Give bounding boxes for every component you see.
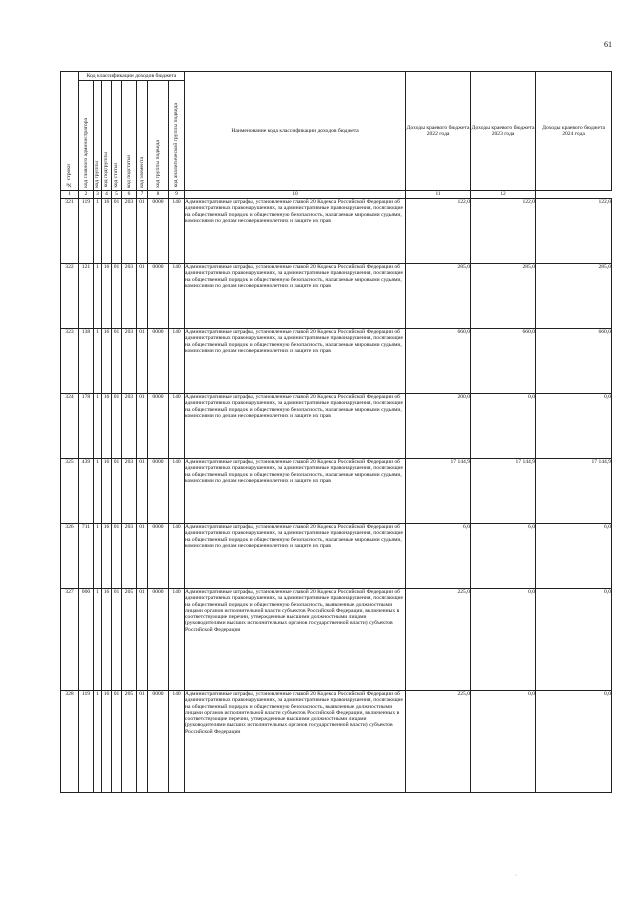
- analytic-group-code: 140: [169, 524, 185, 589]
- income-2022-header: Доходы краевого бюджета 2022 года: [406, 72, 471, 191]
- subarticle-code: 203: [122, 524, 137, 589]
- table-row: [61, 329, 612, 394]
- column-number: 5: [112, 191, 122, 199]
- income-2024-value: 6,0: [536, 524, 612, 589]
- subtype-group-code: 0000: [148, 691, 169, 793]
- column-number: 10: [185, 191, 406, 199]
- row-number: 326: [61, 524, 79, 589]
- income-name: Административные штрафы, установленные главой 20 Кодекса Российской Федерации об административных правонарушениях, за административные правонарушения, посягающие на общественный порядок и общественную безопасность, налагаемые мировыми судьями, комиссиями по делам несовершеннолетних и защите их прав: [185, 329, 406, 394]
- row-number-header: № строки: [61, 72, 79, 191]
- group-code: 1: [94, 264, 102, 329]
- subtype-group-code: 0000: [148, 264, 169, 329]
- column-number: 2: [79, 191, 94, 199]
- subtype-group-code: 0000: [148, 459, 169, 524]
- income-2022-value: 660,0: [406, 329, 471, 394]
- subgroup-code: 16: [102, 329, 112, 394]
- income-2022-value: 122,0: [406, 199, 471, 264]
- article-code: 01: [112, 589, 122, 691]
- article-code: 01: [112, 264, 122, 329]
- income-2022-value: 200,0: [406, 394, 471, 459]
- analytic-group-code: 140: [169, 459, 185, 524]
- subarticle-code: 203: [122, 329, 137, 394]
- subarticle-code: 205: [122, 589, 137, 691]
- income-name: Административные штрафы, установленные главой 20 Кодекса Российской Федерации об административных правонарушениях, за административные правонарушения, посягающие на общественный порядок и общественную безопасность, выявленные должностными лицами органов исполнительной власти субъектов Российской Федерации, включенных в соответствующие перечни, утвержденные высшими должностными лицами (руководителями высших исполнительных органов государственной власти) субъектов Российской Федерации: [185, 589, 406, 691]
- group-code: 1: [94, 329, 102, 394]
- group-code: 1: [94, 199, 102, 264]
- table-row: [61, 459, 612, 524]
- row-number: 321: [61, 199, 79, 264]
- header-element-code: код элемента: [137, 81, 148, 191]
- page-number: 61: [604, 40, 612, 49]
- header-article-code: код статьи: [112, 81, 122, 191]
- income-2023-value: 660,0: [471, 329, 536, 394]
- subarticle-code: 203: [122, 264, 137, 329]
- income-2024-header: Доходы краевого бюджета 2024 года: [536, 72, 612, 191]
- income-2024-value: 0,0: [536, 589, 612, 691]
- subgroup-code: 16: [102, 524, 112, 589]
- income-name: Административные штрафы, установленные главой 20 Кодекса Российской Федерации об административных правонарушениях, за административные правонарушения, посягающие на общественный порядок и общественную безопасность, налагаемые мировыми судьями, комиссиями по делам несовершеннолетних и защите их прав: [185, 394, 406, 459]
- group-code: 1: [94, 459, 102, 524]
- income-2022-value: 6,0: [406, 524, 471, 589]
- element-code: 01: [137, 199, 148, 264]
- subarticle-code: 203: [122, 394, 137, 459]
- group-code: 1: [94, 524, 102, 589]
- subgroup-code: 16: [102, 264, 112, 329]
- subgroup-code: 16: [102, 691, 112, 793]
- table-row: [61, 264, 612, 329]
- income-2022-value: 225,0: [406, 589, 471, 691]
- admin-code: 439: [79, 459, 94, 524]
- income-2024-value: 660,0: [536, 329, 612, 394]
- element-code: 01: [137, 691, 148, 793]
- income-2023-value: 6,0: [471, 524, 536, 589]
- analytic-group-code: 140: [169, 691, 185, 793]
- analytic-group-code: 140: [169, 199, 185, 264]
- column-number: 12: [471, 191, 536, 199]
- analytic-group-code: 140: [169, 589, 185, 691]
- subarticle-code: 205: [122, 691, 137, 793]
- income-name: Административные штрафы, установленные главой 20 Кодекса Российской Федерации об административных правонарушениях, за административные правонарушения, посягающие на общественный порядок и общественную безопасность, налагаемые мировыми судьями, комиссиями по делам несовершеннолетних и защите их прав: [185, 459, 406, 524]
- subgroup-code: 16: [102, 459, 112, 524]
- header-analytic-group-code: код аналитической группы подвида: [169, 81, 185, 191]
- row-number: 323: [61, 329, 79, 394]
- group-code: 1: [94, 691, 102, 793]
- column-number: 11: [406, 191, 471, 199]
- income-2023-value: 122,0: [471, 199, 536, 264]
- column-number: 7: [137, 191, 148, 199]
- analytic-group-code: 140: [169, 394, 185, 459]
- income-name: Административные штрафы, установленные главой 20 Кодекса Российской Федерации об административных правонарушениях, за административные правонарушения, посягающие на общественный порядок и общественную безопасность, налагаемые мировыми судьями, комиссиями по делам несовершеннолетних и защите их прав: [185, 264, 406, 329]
- column-number: 8: [148, 191, 169, 199]
- subarticle-code: 203: [122, 459, 137, 524]
- subtype-group-code: 0000: [148, 589, 169, 691]
- group-code: 1: [94, 589, 102, 691]
- admin-code: 121: [79, 264, 94, 329]
- header-subgroup-code: код подгруппы: [102, 81, 112, 191]
- element-code: 01: [137, 524, 148, 589]
- element-code: 01: [137, 264, 148, 329]
- article-code: 01: [112, 691, 122, 793]
- article-code: 01: [112, 199, 122, 264]
- article-code: 01: [112, 329, 122, 394]
- subgroup-code: 16: [102, 199, 112, 264]
- income-name: Административные штрафы, установленные главой 20 Кодекса Российской Федерации об административных правонарушениях, за административные правонарушения, посягающие на общественный порядок и общественную безопасность, налагаемые мировыми судьями, комиссиями по делам несовершеннолетних и защите их прав: [185, 199, 406, 264]
- article-code: 01: [112, 459, 122, 524]
- income-2024-value: 285,0: [536, 264, 612, 329]
- income-2023-value: 17 144,9: [471, 459, 536, 524]
- subtype-group-code: 0000: [148, 394, 169, 459]
- subtype-group-code: 0000: [148, 329, 169, 394]
- income-2023-value: 0,0: [471, 394, 536, 459]
- article-code: 01: [112, 394, 122, 459]
- admin-code: 178: [79, 394, 94, 459]
- element-code: 01: [137, 394, 148, 459]
- row-number: 324: [61, 394, 79, 459]
- column-number: 4: [102, 191, 112, 199]
- table-row: [61, 394, 612, 459]
- column-number: 6: [122, 191, 137, 199]
- table-row: [61, 524, 612, 589]
- scan-mark: ·: [515, 873, 517, 879]
- column-number-row: [61, 191, 612, 199]
- admin-code: 000: [79, 589, 94, 691]
- income-2023-value: 0,0: [471, 691, 536, 793]
- table-row: [61, 589, 612, 691]
- subgroup-code: 16: [102, 394, 112, 459]
- row-number: 322: [61, 264, 79, 329]
- admin-code: 119: [79, 199, 94, 264]
- income-2022-value: 225,0: [406, 691, 471, 793]
- income-2022-value: 285,0: [406, 264, 471, 329]
- income-2024-value: 0,0: [536, 691, 612, 793]
- income-2024-value: 122,0: [536, 199, 612, 264]
- subtype-group-code: 0000: [148, 199, 169, 264]
- header-subtype-group-code: код группы подвида: [148, 81, 169, 191]
- income-name: Административные штрафы, установленные главой 20 Кодекса Российской Федерации об административных правонарушениях, за административные правонарушения, посягающие на общественный порядок и общественную безопасность, выявленные должностными лицами органов исполнительной власти субъектов Российской Федерации, включенных в соответствующие перечни, утвержденные высшими должностными лицами (руководителями высших исполнительных органов государственной власти) субъектов Российской Федерации: [185, 691, 406, 793]
- header-admin-code: код главного администратора: [79, 81, 94, 191]
- income-2024-value: 17 144,9: [536, 459, 612, 524]
- income-table: [60, 71, 612, 793]
- row-number: 328: [61, 691, 79, 793]
- income-2024-value: 0,0: [536, 394, 612, 459]
- admin-code: 711: [79, 524, 94, 589]
- subtype-group-code: 0000: [148, 524, 169, 589]
- income-2022-value: 17 144,9: [406, 459, 471, 524]
- income-2023-value: 285,0: [471, 264, 536, 329]
- table-row: [61, 199, 612, 264]
- element-code: 01: [137, 329, 148, 394]
- name-header: Наименование кода классификации доходов бюджета: [185, 72, 406, 191]
- subarticle-code: 203: [122, 199, 137, 264]
- column-number: 1: [61, 191, 79, 199]
- header-subarticle-code: код подстатьи: [122, 81, 137, 191]
- income-name: Административные штрафы, установленные главой 20 Кодекса Российской Федерации об административных правонарушениях, за административные правонарушения, посягающие на общественный порядок и общественную безопасность, налагаемые мировыми судьями, комиссиями по делам несовершеннолетних и защите их прав: [185, 524, 406, 589]
- group-code: 1: [94, 394, 102, 459]
- column-number: 3: [94, 191, 102, 199]
- analytic-group-code: 140: [169, 264, 185, 329]
- admin-code: 138: [79, 329, 94, 394]
- row-number: 325: [61, 459, 79, 524]
- element-code: 01: [137, 459, 148, 524]
- admin-code: 119: [79, 691, 94, 793]
- income-2023-value: 0,0: [471, 589, 536, 691]
- element-code: 01: [137, 589, 148, 691]
- subgroup-code: 16: [102, 589, 112, 691]
- analytic-group-code: 140: [169, 329, 185, 394]
- header-group-code: код группы: [94, 81, 102, 191]
- row-number: 327: [61, 589, 79, 691]
- article-code: 01: [112, 524, 122, 589]
- classification-header: Код классификации доходов бюджета: [79, 72, 185, 81]
- column-number: 9: [169, 191, 185, 199]
- income-2023-header: Доходы краевого бюджета 2023 года: [471, 72, 536, 191]
- table-row: [61, 691, 612, 793]
